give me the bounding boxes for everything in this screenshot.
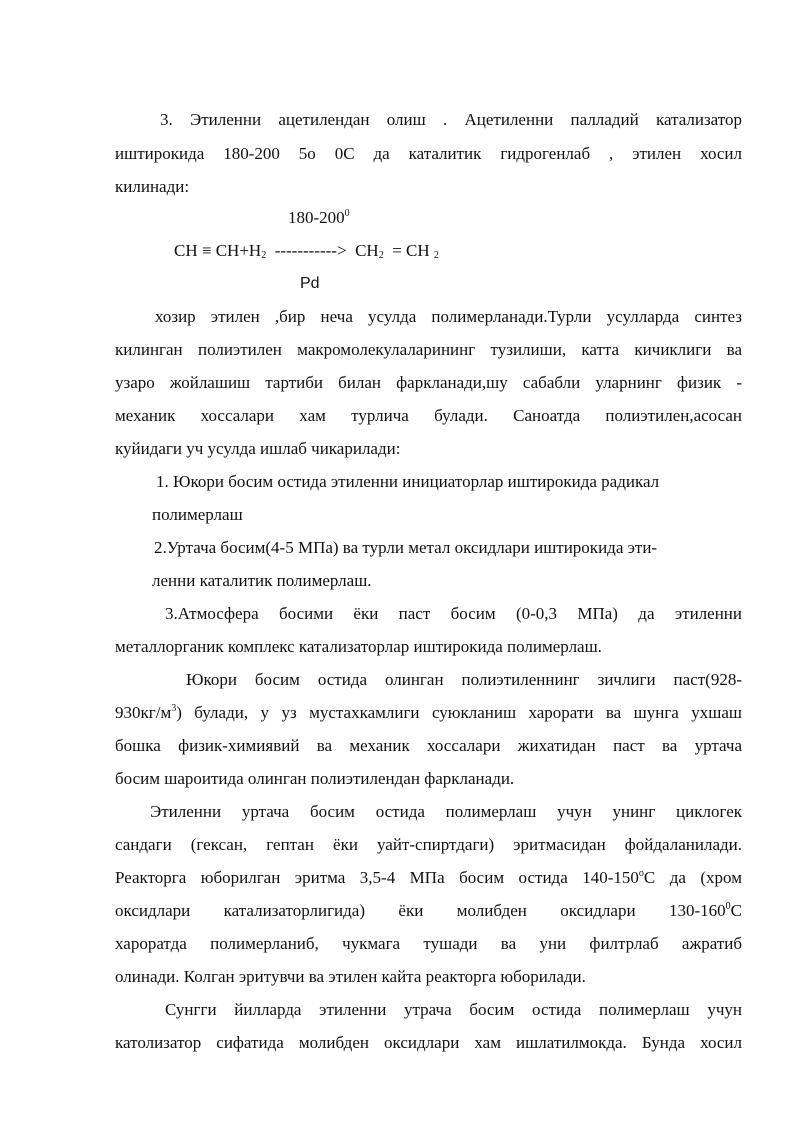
list-item-2-line-2: ленни каталитик полимерлаш. xyxy=(152,571,372,590)
paragraph-3-line-4: босим шароитида олинган полиэтилендан фаркланади. xyxy=(115,769,515,788)
equation-product-b: = CH xyxy=(392,241,430,260)
paragraph-2-line-4: механик хоссалари хам турлича булади. Саноатда полиэтилен,асосан xyxy=(115,406,742,425)
chemical-equation: CH ≡ $CH+H_2$ -----------> $CH_2$ = CH $_2$ xyxy=(174,241,439,261)
paragraph-3-line-1: Юкори босим остида олинган полиэтиленнинг зичлиги паст(928- xyxy=(186,670,742,689)
paragraph-3-line-2: $930кг/м^3$) булади, у уз мустахкамлиги суюкланиш харорати ва шунга ухшаш xyxy=(115,703,742,722)
paragraph-2-line-2: килинган полиэтилен макромолекулаларининг тузилиши, катта кичиклиги ва xyxy=(115,340,742,359)
equation-catalyst: Pd xyxy=(300,275,320,292)
equation-condition-temperature: $180-200^0$ xyxy=(288,208,350,227)
paragraph-4-line-4: оксидлари катализаторлигида) ёки молибден оксидлари $130-160^0С$ xyxy=(115,901,742,920)
paragraph-4-line-5: хароратда полимерланиб, чукмага тушади ва уни филтрлаб ажратиб xyxy=(115,934,742,953)
paragraph-1-line-1: 3. Этиленни ацетилендан олиш . Ацетиленни палладий катализатор xyxy=(160,110,742,129)
paragraph-5-line-1: Сунгги йилларда этиленни утрача босим остида полимерлаш учун xyxy=(165,1000,742,1019)
paragraph-1-line-2: иштирокида 180-200 5о 0С да каталитик гидрогенлаб , этилен хосил xyxy=(115,144,742,163)
paragraph-4-line-6: олинади. Колган эритувчи ва этилен кайта реакторга юборилади. xyxy=(115,967,586,986)
paragraph-2-line-5: куйидаги уч усулда ишлаб чикарилади: xyxy=(115,439,401,458)
paragraph-1-line-3: килинади: xyxy=(115,177,190,196)
equation-arrow: -----------> xyxy=(274,241,347,260)
list-item-1-line-1: 1. Юкори босим остида этиленни инициаторлар иштирокида радикал xyxy=(156,472,660,491)
list-item-3-line-2: металлорганик комплекс катализаторлар иштирокида полимерлаш. xyxy=(115,637,602,656)
paragraph-4-line-2: сандаги (гексан, гептан ёки уайт-спиртдаги) эритмасидан фойдаланилади. xyxy=(115,835,742,854)
list-item-3-line-1: 3.Атмосфера босими ёки паст босим (0-0,3 МПа) да этиленни xyxy=(165,604,742,623)
equation-reactant: CH ≡ CH+H xyxy=(174,241,262,260)
paragraph-2-line-3: узаро жойлашиш тартиби билан фаркланади,шу сабабли уларнинг физик - xyxy=(115,373,742,392)
list-item-1-line-2: полимерлаш xyxy=(152,505,243,524)
paragraph-2-line-1: хозир этилен ,бир неча усулда полимерланади.Турли усулларда синтез xyxy=(155,307,742,326)
paragraph-4-line-1: Этиленни уртача босим остида полимерлаш учун унинг циклогек xyxy=(150,802,742,821)
paragraph-5-line-2: католизатор сифатида молибден оксидлари хам ишлатилмокда. Бунда хосил xyxy=(115,1033,742,1052)
paragraph-4-line-3: Реакторга юборилган эритма 3,5-4 МПа босим остида $140-150^оС$ да (хром xyxy=(115,868,742,887)
equation-product-a: CH xyxy=(355,241,379,260)
paragraph-3-line-3: бошка физик-химиявий ва механик хоссалари жихатидан паст ва уртача xyxy=(115,736,742,755)
list-item-2-line-1: 2.Уртача босим(4-5 МПа) ва турли метал оксидлари иштирокида эти- xyxy=(154,538,658,557)
